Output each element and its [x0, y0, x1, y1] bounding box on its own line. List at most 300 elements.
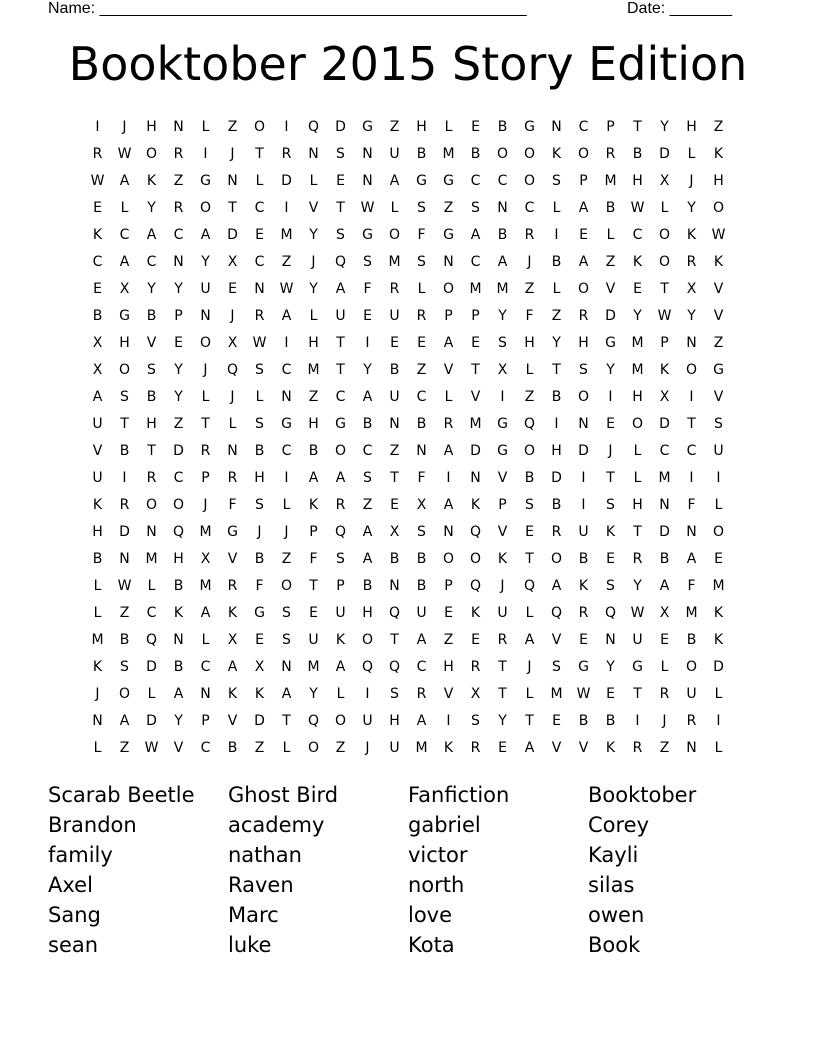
grid-letter[interactable]: E — [471, 334, 480, 351]
grid-letter[interactable]: I — [284, 199, 289, 216]
grid-letter[interactable]: V — [578, 739, 589, 756]
grid-letter[interactable]: R — [200, 442, 211, 459]
grid-letter[interactable]: R — [443, 415, 454, 432]
grid-letter[interactable]: J — [608, 442, 613, 459]
grid-letter[interactable]: I — [365, 685, 370, 702]
grid-letter[interactable]: J — [230, 388, 235, 405]
grid-letter[interactable]: B — [605, 199, 616, 216]
grid-letter[interactable]: W — [144, 739, 159, 756]
grid-letter[interactable]: S — [363, 469, 372, 486]
grid-letter[interactable]: N — [389, 577, 400, 594]
grid-letter[interactable]: J — [689, 172, 694, 189]
grid-letter[interactable]: R — [416, 685, 427, 702]
grid-letter[interactable]: S — [282, 631, 291, 648]
grid-letter[interactable]: U — [389, 739, 400, 756]
grid-letter[interactable]: O — [712, 523, 725, 540]
grid-letter[interactable]: L — [417, 280, 426, 297]
grid-letter[interactable]: S — [336, 145, 345, 162]
grid-letter[interactable]: I — [554, 415, 559, 432]
grid-letter[interactable]: A — [173, 685, 184, 702]
grid-letter[interactable]: Z — [605, 253, 616, 270]
grid-letter[interactable]: T — [498, 658, 507, 675]
grid-letter[interactable]: A — [119, 712, 130, 729]
grid-letter[interactable]: L — [309, 172, 318, 189]
grid-letter[interactable]: R — [686, 253, 697, 270]
grid-letter[interactable]: H — [524, 334, 535, 351]
grid-letter[interactable]: C — [659, 442, 670, 459]
grid-letter[interactable]: Q — [172, 523, 185, 540]
grid-letter[interactable]: F — [687, 577, 696, 594]
grid-letter[interactable]: Z — [389, 442, 400, 459]
grid-letter[interactable]: F — [525, 307, 534, 324]
grid-letter[interactable]: Y — [174, 712, 183, 729]
grid-letter[interactable]: H — [686, 118, 697, 135]
grid-letter[interactable]: L — [147, 685, 156, 702]
grid-letter[interactable]: S — [363, 253, 372, 270]
grid-letter[interactable]: K — [92, 658, 103, 675]
grid-letter[interactable]: H — [632, 172, 643, 189]
grid-letter[interactable]: E — [606, 550, 615, 567]
grid-letter[interactable]: O — [631, 415, 644, 432]
grid-letter[interactable]: K — [713, 604, 724, 621]
grid-letter[interactable]: L — [147, 577, 156, 594]
grid-letter[interactable]: N — [443, 523, 454, 540]
grid-letter[interactable]: Z — [659, 739, 670, 756]
grid-letter[interactable]: A — [362, 388, 373, 405]
grid-letter[interactable]: Q — [307, 712, 320, 729]
grid-letter[interactable]: N — [470, 469, 481, 486]
grid-letter[interactable]: S — [336, 226, 345, 243]
grid-letter[interactable]: G — [281, 415, 292, 432]
grid-letter[interactable]: A — [659, 577, 670, 594]
grid-letter[interactable]: M — [550, 685, 563, 702]
grid-letter[interactable]: O — [577, 388, 590, 405]
grid-letter[interactable]: R — [92, 145, 103, 162]
grid-letter[interactable]: T — [606, 469, 615, 486]
grid-letter[interactable]: N — [227, 172, 238, 189]
grid-letter[interactable]: H — [308, 334, 319, 351]
grid-letter[interactable]: E — [606, 685, 615, 702]
grid-letter[interactable]: R — [281, 145, 292, 162]
grid-letter[interactable]: Y — [147, 280, 156, 297]
grid-letter[interactable]: L — [714, 496, 723, 513]
grid-letter[interactable]: A — [119, 172, 130, 189]
grid-letter[interactable]: B — [605, 712, 616, 729]
grid-letter[interactable]: I — [284, 334, 289, 351]
grid-letter[interactable]: V — [605, 280, 616, 297]
grid-letter[interactable]: B — [362, 577, 373, 594]
grid-letter[interactable]: Q — [226, 361, 239, 378]
grid-letter[interactable]: Y — [660, 118, 669, 135]
grid-letter[interactable]: Y — [498, 712, 507, 729]
grid-letter[interactable]: E — [579, 226, 588, 243]
grid-letter[interactable]: U — [416, 604, 427, 621]
grid-letter[interactable]: Z — [308, 388, 319, 405]
grid-letter[interactable]: N — [497, 199, 508, 216]
grid-letter[interactable]: D — [659, 145, 670, 162]
grid-letter[interactable]: B — [389, 550, 400, 567]
grid-letter[interactable]: J — [527, 658, 532, 675]
grid-letter[interactable]: Z — [524, 280, 535, 297]
grid-letter[interactable]: Q — [388, 604, 401, 621]
grid-letter[interactable]: W — [630, 604, 645, 621]
grid-letter[interactable]: E — [660, 631, 669, 648]
grid-letter[interactable]: C — [200, 658, 211, 675]
grid-letter[interactable]: B — [578, 550, 589, 567]
grid-letter[interactable]: A — [200, 226, 211, 243]
grid-letter[interactable]: C — [335, 388, 346, 405]
grid-letter[interactable]: X — [92, 361, 103, 378]
grid-letter[interactable]: U — [308, 631, 319, 648]
grid-letter[interactable]: M — [712, 577, 725, 594]
grid-letter[interactable]: V — [497, 523, 508, 540]
grid-letter[interactable]: A — [578, 199, 589, 216]
grid-letter[interactable]: N — [173, 253, 184, 270]
grid-letter[interactable]: H — [146, 415, 157, 432]
grid-letter[interactable]: J — [203, 496, 208, 513]
grid-letter[interactable]: O — [685, 361, 698, 378]
grid-letter[interactable]: I — [608, 388, 613, 405]
grid-letter[interactable]: A — [443, 496, 454, 513]
grid-letter[interactable]: H — [632, 388, 643, 405]
grid-letter[interactable]: H — [416, 118, 427, 135]
grid-letter[interactable]: A — [335, 280, 346, 297]
grid-letter[interactable]: C — [254, 199, 265, 216]
grid-letter[interactable]: O — [496, 145, 509, 162]
grid-letter[interactable]: Z — [551, 307, 562, 324]
grid-letter[interactable]: H — [551, 442, 562, 459]
grid-letter[interactable]: I — [284, 469, 289, 486]
grid-letter[interactable]: W — [630, 199, 645, 216]
grid-letter[interactable]: V — [551, 631, 562, 648]
grid-letter[interactable]: C — [119, 226, 130, 243]
grid-letter[interactable]: E — [255, 631, 264, 648]
grid-letter[interactable]: F — [417, 226, 426, 243]
grid-letter[interactable]: M — [307, 658, 320, 675]
grid-letter[interactable]: M — [631, 361, 644, 378]
grid-letter[interactable]: M — [199, 523, 212, 540]
grid-letter[interactable]: G — [416, 172, 427, 189]
grid-letter[interactable]: A — [119, 253, 130, 270]
grid-letter[interactable]: I — [689, 469, 694, 486]
grid-letter[interactable]: T — [336, 361, 345, 378]
grid-letter[interactable]: X — [497, 361, 508, 378]
grid-letter[interactable]: T — [552, 361, 561, 378]
grid-letter[interactable]: L — [633, 469, 642, 486]
grid-letter[interactable]: K — [605, 739, 616, 756]
grid-letter[interactable]: R — [659, 685, 670, 702]
grid-letter[interactable]: N — [254, 280, 265, 297]
grid-letter[interactable]: S — [498, 334, 507, 351]
grid-letter[interactable]: X — [200, 550, 211, 567]
grid-letter[interactable]: Z — [254, 739, 265, 756]
grid-letter[interactable]: T — [498, 685, 507, 702]
grid-letter[interactable]: U — [389, 388, 400, 405]
grid-letter[interactable]: X — [254, 658, 265, 675]
grid-letter[interactable]: P — [579, 172, 588, 189]
grid-letter[interactable]: M — [442, 145, 455, 162]
grid-letter[interactable]: Q — [550, 604, 563, 621]
grid-letter[interactable]: K — [632, 253, 643, 270]
grid-letter[interactable]: L — [444, 388, 453, 405]
grid-letter[interactable]: O — [469, 550, 482, 567]
grid-letter[interactable]: D — [659, 523, 670, 540]
grid-letter[interactable]: T — [255, 145, 264, 162]
grid-letter[interactable]: A — [524, 739, 535, 756]
grid-letter[interactable]: H — [713, 172, 724, 189]
grid-letter[interactable]: K — [497, 550, 508, 567]
grid-letter[interactable]: G — [497, 442, 508, 459]
grid-letter[interactable]: N — [686, 739, 697, 756]
grid-letter[interactable]: S — [471, 712, 480, 729]
grid-letter[interactable]: E — [93, 199, 102, 216]
grid-letter[interactable]: T — [390, 631, 399, 648]
grid-letter[interactable]: V — [443, 361, 454, 378]
grid-letter[interactable]: R — [470, 739, 481, 756]
grid-letter[interactable]: M — [469, 280, 482, 297]
grid-letter[interactable]: A — [362, 550, 373, 567]
grid-letter[interactable]: B — [497, 118, 508, 135]
grid-letter[interactable]: B — [497, 226, 508, 243]
grid-letter[interactable]: D — [227, 226, 238, 243]
grid-letter[interactable]: T — [336, 199, 345, 216]
grid-letter[interactable]: E — [525, 523, 534, 540]
grid-letter[interactable]: B — [416, 415, 427, 432]
grid-letter[interactable]: L — [660, 199, 669, 216]
grid-letter[interactable]: S — [120, 388, 129, 405]
grid-letter[interactable]: A — [686, 550, 697, 567]
grid-letter[interactable]: A — [92, 388, 103, 405]
grid-letter[interactable]: T — [687, 415, 696, 432]
grid-letter[interactable]: A — [497, 253, 508, 270]
grid-letter[interactable]: K — [713, 145, 724, 162]
grid-letter[interactable]: A — [335, 469, 346, 486]
grid-letter[interactable]: I — [95, 118, 100, 135]
grid-letter[interactable]: G — [632, 658, 643, 675]
grid-letter[interactable]: Y — [687, 307, 696, 324]
grid-letter[interactable]: H — [119, 334, 130, 351]
grid-letter[interactable]: Y — [201, 253, 210, 270]
grid-letter[interactable]: G — [254, 604, 265, 621]
grid-letter[interactable]: R — [416, 307, 427, 324]
grid-letter[interactable]: O — [523, 145, 536, 162]
grid-letter[interactable]: O — [658, 253, 671, 270]
grid-letter[interactable]: C — [146, 253, 157, 270]
grid-letter[interactable]: A — [200, 604, 211, 621]
grid-letter[interactable]: R — [173, 145, 184, 162]
grid-letter[interactable]: L — [714, 685, 723, 702]
grid-letter[interactable]: L — [444, 118, 453, 135]
grid-letter[interactable]: I — [446, 469, 451, 486]
grid-letter[interactable]: C — [281, 361, 292, 378]
name-field-line[interactable]: Name: ________________________________________________ — [48, 0, 527, 17]
grid-letter[interactable]: G — [335, 415, 346, 432]
grid-letter[interactable]: Z — [281, 550, 292, 567]
grid-letter[interactable]: I — [122, 469, 127, 486]
grid-letter[interactable]: A — [551, 577, 562, 594]
grid-letter[interactable]: U — [632, 631, 643, 648]
grid-letter[interactable]: S — [336, 550, 345, 567]
grid-letter[interactable]: C — [632, 226, 643, 243]
grid-letter[interactable]: L — [120, 199, 129, 216]
grid-letter[interactable]: P — [660, 334, 669, 351]
grid-letter[interactable]: N — [362, 172, 373, 189]
grid-letter[interactable]: X — [659, 388, 670, 405]
grid-letter[interactable]: D — [173, 442, 184, 459]
grid-letter[interactable]: V — [713, 388, 724, 405]
grid-letter[interactable]: K — [605, 523, 616, 540]
grid-letter[interactable]: T — [660, 280, 669, 297]
grid-letter[interactable]: B — [416, 550, 427, 567]
grid-letter[interactable]: B — [92, 550, 103, 567]
grid-letter[interactable]: D — [281, 172, 292, 189]
grid-letter[interactable]: B — [686, 631, 697, 648]
grid-letter[interactable]: S — [282, 604, 291, 621]
grid-letter[interactable]: H — [632, 496, 643, 513]
grid-letter[interactable]: D — [119, 523, 130, 540]
grid-letter[interactable]: I — [284, 118, 289, 135]
grid-letter[interactable]: S — [120, 658, 129, 675]
grid-letter[interactable]: M — [469, 415, 482, 432]
grid-letter[interactable]: X — [659, 172, 670, 189]
grid-letter[interactable]: G — [227, 523, 238, 540]
grid-letter[interactable]: T — [633, 118, 642, 135]
grid-letter[interactable]: C — [92, 253, 103, 270]
grid-letter[interactable]: X — [227, 631, 238, 648]
grid-letter[interactable]: L — [93, 739, 102, 756]
grid-letter[interactable]: N — [416, 442, 427, 459]
grid-letter[interactable]: I — [716, 712, 721, 729]
grid-letter[interactable]: P — [201, 469, 210, 486]
grid-letter[interactable]: Y — [174, 280, 183, 297]
grid-letter[interactable]: K — [227, 604, 238, 621]
grid-letter[interactable]: B — [416, 145, 427, 162]
grid-letter[interactable]: Z — [173, 172, 184, 189]
grid-letter[interactable]: R — [686, 712, 697, 729]
grid-letter[interactable]: X — [227, 253, 238, 270]
grid-letter[interactable]: Q — [307, 118, 320, 135]
grid-letter[interactable]: B — [416, 577, 427, 594]
grid-letter[interactable]: S — [255, 361, 264, 378]
grid-letter[interactable]: K — [92, 496, 103, 513]
grid-letter[interactable]: F — [417, 469, 426, 486]
grid-letter[interactable]: K — [227, 685, 238, 702]
grid-letter[interactable]: C — [686, 442, 697, 459]
grid-letter[interactable]: F — [309, 550, 318, 567]
grid-letter[interactable]: Y — [552, 334, 561, 351]
grid-letter[interactable]: T — [120, 415, 129, 432]
grid-letter[interactable]: C — [416, 658, 427, 675]
grid-letter[interactable]: B — [173, 658, 184, 675]
grid-letter[interactable]: S — [579, 361, 588, 378]
grid-letter[interactable]: E — [444, 604, 453, 621]
grid-letter[interactable]: D — [146, 658, 157, 675]
grid-letter[interactable]: U — [200, 280, 211, 297]
grid-letter[interactable]: O — [658, 226, 671, 243]
grid-letter[interactable]: E — [93, 280, 102, 297]
grid-letter[interactable]: V — [470, 388, 481, 405]
grid-letter[interactable]: Y — [498, 307, 507, 324]
grid-letter[interactable]: U — [92, 469, 103, 486]
grid-letter[interactable]: Z — [227, 118, 238, 135]
grid-letter[interactable]: K — [146, 172, 157, 189]
grid-letter[interactable]: O — [145, 145, 158, 162]
grid-letter[interactable]: P — [444, 307, 453, 324]
grid-letter[interactable]: P — [174, 307, 183, 324]
grid-letter[interactable]: J — [284, 523, 289, 540]
grid-letter[interactable]: R — [470, 658, 481, 675]
grid-letter[interactable]: C — [254, 253, 265, 270]
grid-letter[interactable]: W — [90, 172, 105, 189]
grid-letter[interactable]: A — [389, 172, 400, 189]
grid-letter[interactable]: A — [146, 226, 157, 243]
grid-letter[interactable]: B — [227, 739, 238, 756]
grid-letter[interactable]: O — [577, 145, 590, 162]
grid-letter[interactable]: T — [633, 523, 642, 540]
grid-letter[interactable]: N — [119, 550, 130, 567]
grid-letter[interactable]: H — [146, 118, 157, 135]
grid-letter[interactable]: O — [307, 739, 320, 756]
grid-letter[interactable]: M — [145, 550, 158, 567]
grid-letter[interactable]: M — [307, 361, 320, 378]
grid-letter[interactable]: E — [417, 334, 426, 351]
grid-letter[interactable]: O — [388, 226, 401, 243]
grid-letter[interactable]: Z — [389, 118, 400, 135]
grid-letter[interactable]: O — [118, 361, 131, 378]
grid-letter[interactable]: A — [443, 442, 454, 459]
grid-letter[interactable]: H — [389, 712, 400, 729]
grid-letter[interactable]: T — [228, 199, 237, 216]
grid-letter[interactable]: C — [524, 199, 535, 216]
grid-letter[interactable]: G — [200, 172, 211, 189]
grid-letter[interactable]: B — [254, 442, 265, 459]
grid-letter[interactable]: D — [713, 658, 724, 675]
grid-letter[interactable]: L — [525, 361, 534, 378]
grid-letter[interactable]: W — [252, 334, 267, 351]
grid-letter[interactable]: R — [254, 307, 265, 324]
grid-letter[interactable]: H — [173, 550, 184, 567]
grid-letter[interactable]: R — [524, 226, 535, 243]
grid-letter[interactable]: N — [92, 712, 103, 729]
grid-letter[interactable]: B — [524, 469, 535, 486]
grid-letter[interactable]: W — [279, 280, 294, 297]
grid-letter[interactable]: S — [552, 172, 561, 189]
grid-letter[interactable]: F — [255, 577, 264, 594]
grid-letter[interactable]: X — [119, 280, 130, 297]
grid-letter[interactable]: R — [632, 739, 643, 756]
grid-letter[interactable]: J — [230, 307, 235, 324]
grid-letter[interactable]: P — [471, 307, 480, 324]
grid-letter[interactable]: M — [604, 172, 617, 189]
grid-letter[interactable]: E — [606, 415, 615, 432]
grid-letter[interactable]: A — [362, 523, 373, 540]
grid-letter[interactable]: V — [551, 739, 562, 756]
grid-letter[interactable]: H — [443, 658, 454, 675]
grid-letter[interactable]: H — [254, 469, 265, 486]
grid-letter[interactable]: Z — [524, 388, 535, 405]
grid-letter[interactable]: O — [442, 280, 455, 297]
grid-letter[interactable]: K — [470, 496, 481, 513]
grid-letter[interactable]: E — [498, 739, 507, 756]
grid-letter[interactable]: Z — [443, 199, 454, 216]
grid-letter[interactable]: N — [173, 631, 184, 648]
grid-letter[interactable]: R — [335, 496, 346, 513]
grid-letter[interactable]: H — [308, 415, 319, 432]
grid-letter[interactable]: Z — [119, 739, 130, 756]
grid-letter[interactable]: U — [713, 442, 724, 459]
grid-letter[interactable]: S — [390, 685, 399, 702]
grid-letter[interactable]: G — [713, 361, 724, 378]
